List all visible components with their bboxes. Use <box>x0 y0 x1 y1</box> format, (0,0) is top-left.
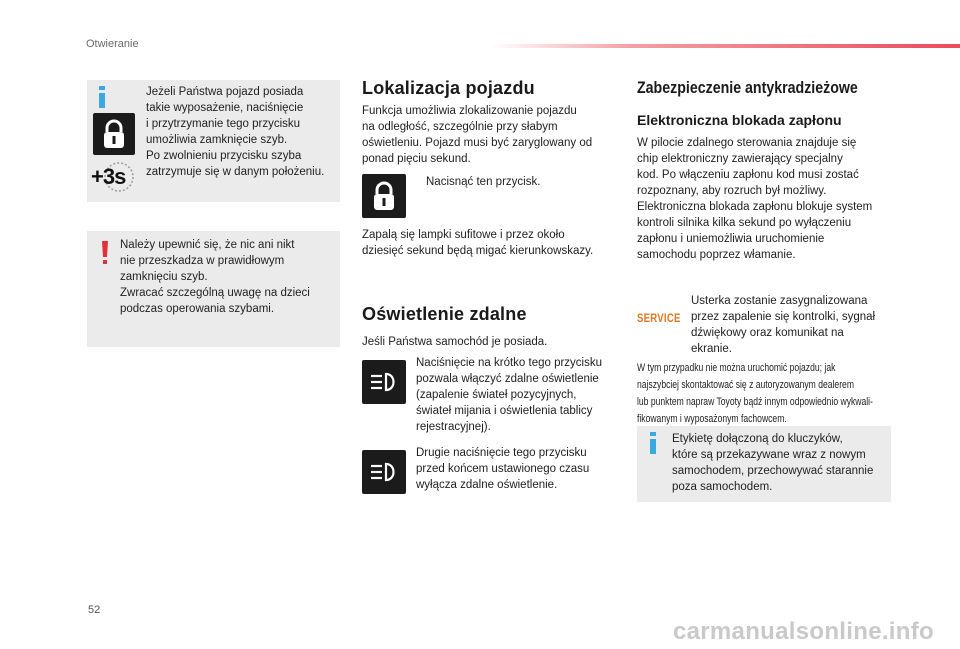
note-line: najszybciej skontaktować się z autoryzowanym dealerem <box>637 379 854 391</box>
info-box-windows <box>87 80 340 202</box>
locate-step-text: Nacisnąć ten przycisk. <box>426 176 541 188</box>
warning-exclamation-icon <box>101 241 109 270</box>
lighting-step1: Naciśnięcie na krótko tego przycisku pozwala włączyć zdalne oświetlenie (zapalenie świateł pozycyjnych, świateł mijania i oświetlenia tablicy rejestracyjnej). <box>416 357 602 433</box>
info-icon <box>97 86 107 113</box>
watermark-text: carmanualsonline.info <box>672 618 934 645</box>
immobilizer-body: W pilocie zdalnego sterowania znajduje się chip elektroniczny zawierający specjalny kod. Po włączeniu zapłonu kod musi zostać rozpoznany, aby rozruch był możliwy. Elektroniczna blokada zapłonu blokuje system kontroli silnika kilka sekund po wyłączeniu zapłonu i uniemożliwia uruchomienie samochodu poprzez włamanie. <box>637 137 873 261</box>
note-line: W tym przypadku nie można uruchomić pojazdu; jak <box>637 362 836 374</box>
page-number: 52 <box>88 604 101 616</box>
service-label: SERVICE <box>637 311 681 325</box>
lighting-step2: Drugie naciśnięcie tego przycisku przed końcem ustawionego czasu wyłącza zdalne oświetlenie. <box>416 447 590 491</box>
note-line: fikowanym i wyposażonym fachowcem. <box>637 413 787 425</box>
hold-duration-label: +3s <box>91 164 126 189</box>
note-line: lub punktem napraw Toyoty bądź innym odpowiednio wykwali- <box>637 396 873 408</box>
headlight-button-icon <box>362 450 406 494</box>
immobilizer-subtitle: Elektroniczna blokada zapłonu <box>637 112 842 128</box>
key-label-text: Etykietę dołączoną do kluczyków, które są przekazywane wraz z nowym samochodem, przechowywać starannie poza samochodem. <box>672 433 874 493</box>
contact-dealer-note <box>637 360 897 428</box>
header-accent-line <box>490 44 960 48</box>
locate-step <box>420 174 620 191</box>
section-label: Otwieranie <box>86 38 139 50</box>
lighting-title: Oświetlenie zdalne <box>362 304 527 324</box>
lock-button-icon <box>362 174 406 218</box>
locate-title: Lokalizacja pojazdu <box>362 78 535 98</box>
service-text: Usterka zostanie zasygnalizowana przez zapalenie się kontrolki, sygnał dźwiękowy oraz komunikat na ekranie. <box>691 295 876 355</box>
warning-box <box>87 231 340 347</box>
lock-button-icon <box>93 113 135 155</box>
warning-text: Należy upewnić się, że nic ani nikt nie przeszkadza w prawidłowym zamknięciu szyb. Zwracać szczególną uwagę na dzieci podczas operowania szybami. <box>120 239 310 315</box>
info-text: Jeżeli Państwa pojazd posiada takie wyposażenie, naciśnięcie i przytrzymanie tego przycisku umożliwia zamknięcie szyb. Po zwolnieniu przycisku szyba zatrzymuje się w danym położeniu. <box>146 86 325 178</box>
antitheft-title: Zabezpieczenie antykradzieżowe <box>637 79 858 97</box>
headlight-button-icon <box>362 360 406 404</box>
lighting-intro: Jeśli Państwa samochód je posiada. <box>362 336 548 348</box>
locate-intro: Funkcja umożliwia zlokalizowanie pojazdu na odległość, szczególnie przy słabym oświetleniu. Pojazd musi być zaryglowany od ponad pięciu sekund. <box>362 105 593 165</box>
info-box-key-label <box>637 426 891 502</box>
hold-3s-icon <box>89 160 135 196</box>
info-icon <box>648 432 658 459</box>
service-warning-icon <box>637 309 683 325</box>
locate-result: Zapalą się lampki sufitowe i przez około dziesięć sekund będą migać kierunkowskazy. <box>362 229 594 257</box>
